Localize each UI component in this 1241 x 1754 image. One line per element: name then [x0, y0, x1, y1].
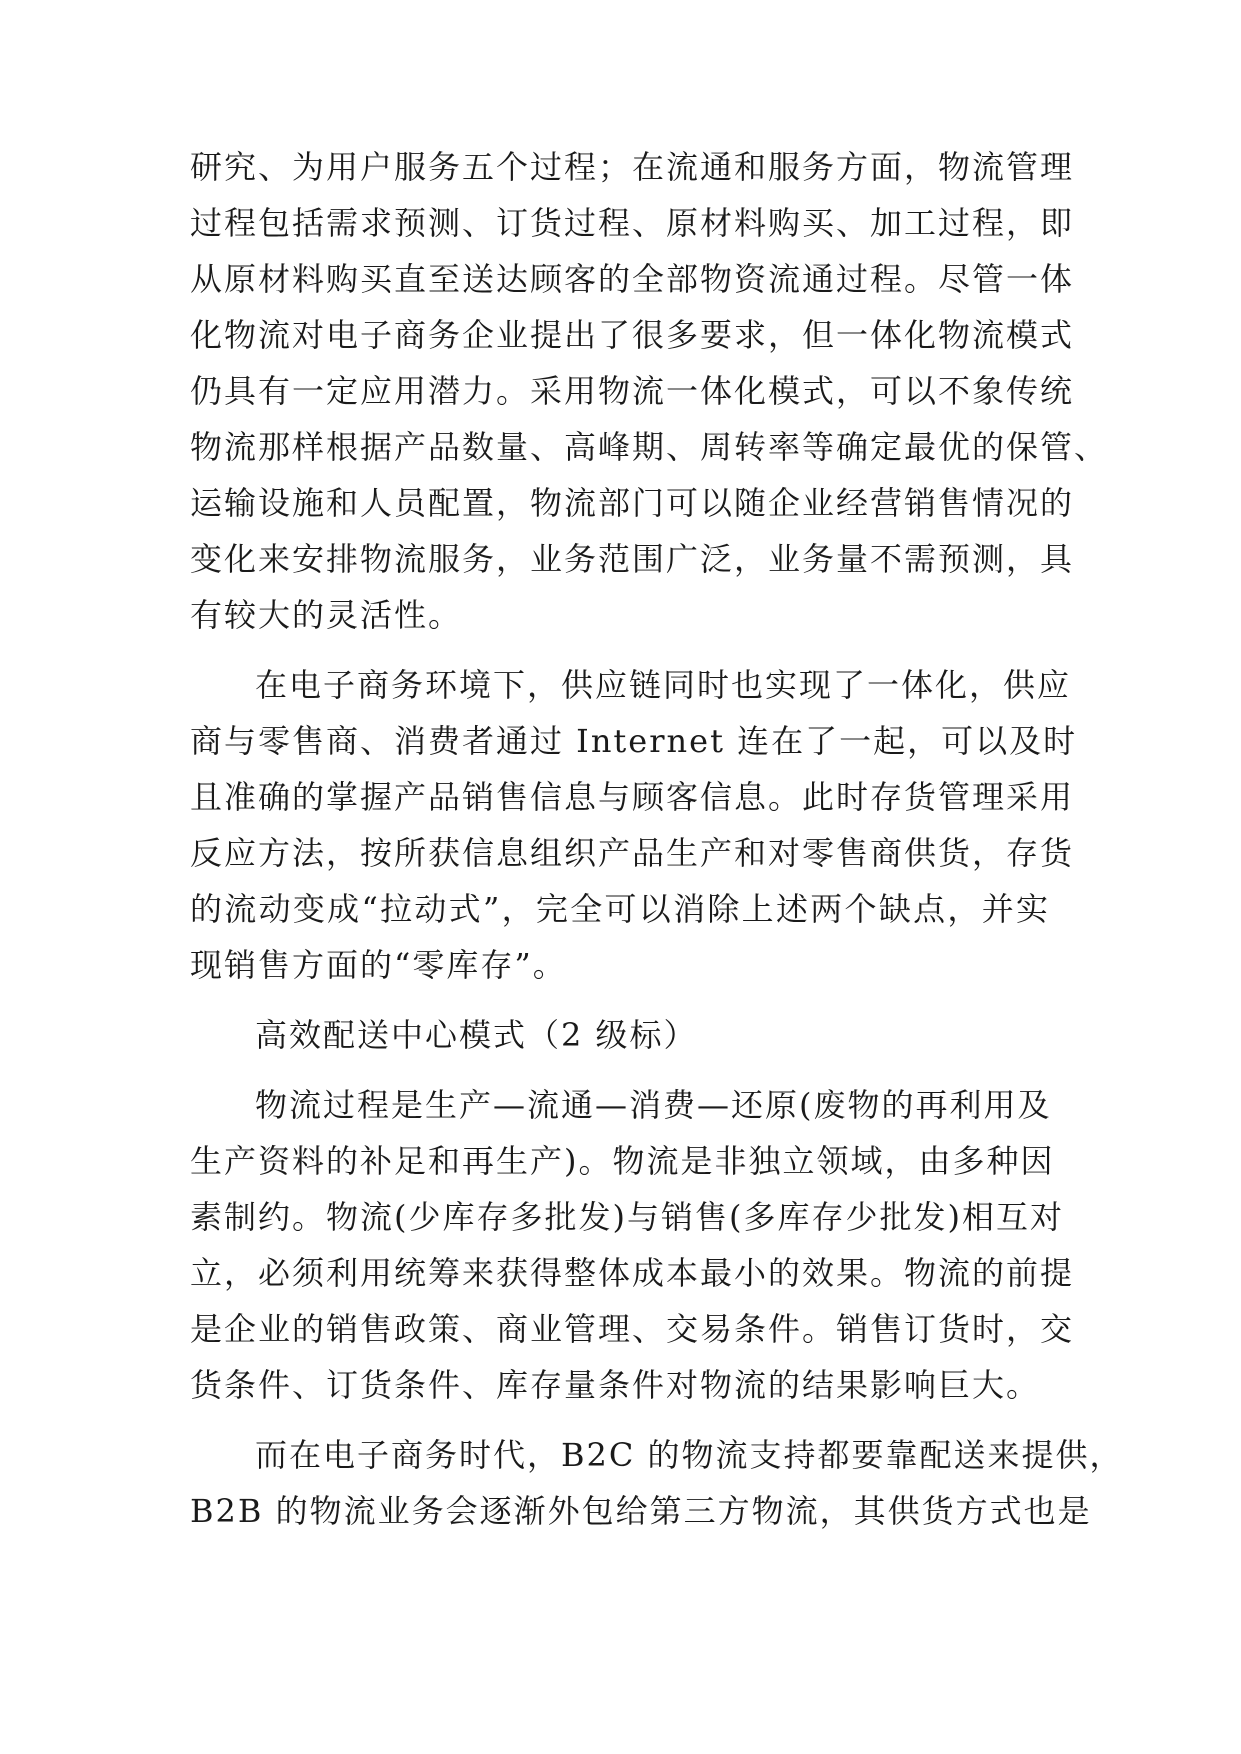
- text-line: B2B 的物流业务会逐渐外包给第三方物流，其供货方式也是: [190, 1492, 1092, 1530]
- text-line: 有较大的灵活性。: [190, 596, 463, 634]
- text-line: 现销售方面的“零库存”。: [190, 946, 567, 984]
- section-heading: 高效配送中心模式（2 级标）: [255, 1016, 698, 1054]
- text-line: 从原材料购买直至送达顾客的全部物资流通过程。尽管一体: [190, 260, 1075, 298]
- text-line: 过程包括需求预测、订货过程、原材料购买、加工过程，即: [190, 204, 1075, 242]
- text-line: 素制约。物流(少库存多批发)与销售(多库存少批发)相互对: [190, 1198, 1064, 1236]
- text-line: 是企业的销售政策、商业管理、交易条件。销售订货时，交: [190, 1310, 1075, 1348]
- text-line: 且准确的掌握产品销售信息与顾客信息。此时存货管理采用: [190, 778, 1075, 816]
- text-line: 研究、为用户服务五个过程；在流通和服务方面，物流管理: [190, 148, 1075, 186]
- text-line: 立，必须利用统筹来获得整体成本最小的效果。物流的前提: [190, 1254, 1075, 1292]
- text-line: 商与零售商、消费者通过 Internet 连在了一起，可以及时: [190, 722, 1078, 760]
- text-line: 货条件、订货条件、库存量条件对物流的结果影响巨大。: [190, 1366, 1041, 1404]
- text-line: 反应方法，按所获信息组织产品生产和对零售商供货，存货: [190, 834, 1075, 872]
- text-line: 仍具有一定应用潜力。采用物流一体化模式，可以不象传统: [190, 372, 1075, 410]
- text-line: 生产资料的补足和再生产)。物流是非独立领域，由多种因: [190, 1142, 1055, 1180]
- text-line: 的流动变成“拉动式”，完全可以消除上述两个缺点，并实: [190, 890, 1050, 928]
- paragraph-first-line: 在电子商务环境下，供应链同时也实现了一体化，供应: [255, 666, 1072, 704]
- text-line: 变化来安排物流服务，业务范围广泛，业务量不需预测，具: [190, 540, 1075, 578]
- paragraph-first-line: 物流过程是生产—流通—消费—还原(废物的再利用及: [255, 1086, 1052, 1124]
- text-line: 物流那样根据产品数量、高峰期、周转率等确定最优的保管、: [190, 428, 1109, 466]
- paragraph-first-line: 而在电子商务时代，B2C 的物流支持都要靠配送来提供，: [255, 1436, 1124, 1474]
- text-line: 化物流对电子商务企业提出了很多要求，但一体化物流模式: [190, 316, 1075, 354]
- text-line: 运输设施和人员配置，物流部门可以随企业经营销售情况的: [190, 484, 1075, 522]
